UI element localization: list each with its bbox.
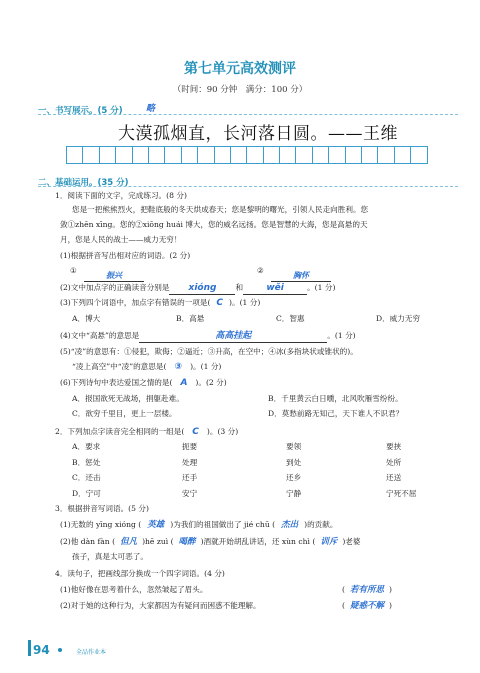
- q1-sub6-answer: A: [180, 378, 188, 388]
- q1-sub6-option-c: C．欲穷千里目，更上一层楼。: [72, 409, 177, 418]
- section-1-divider: [38, 114, 458, 115]
- q1-sub3: (3)下列四个词语中，加点字有错误的一项是( C )。(1 分): [60, 298, 261, 308]
- q2-option-word: 要挟: [386, 442, 402, 451]
- q3-answer-4: 喝醉: [178, 537, 196, 547]
- q3-answer-2: 杰出: [281, 520, 299, 530]
- q1-sub3-answer: C: [216, 298, 224, 308]
- page-number: 94: [33, 643, 50, 657]
- q1-sub6-option-a: A．报国欲死无战场，捐躯赴难。: [72, 394, 184, 403]
- q2-option-word: 到处: [286, 457, 302, 467]
- writing-grid-cell: [164, 146, 181, 164]
- q2-option-word: 还手: [182, 473, 198, 482]
- footer-dot: [58, 648, 62, 652]
- q2-options-table: [72, 441, 476, 503]
- poem-line: 大漠孤烟直，长河落日圆。——王维: [118, 124, 398, 144]
- writing-grid-cell: [66, 146, 83, 164]
- q4-answer-1-wrap: ( 若有所思 ): [342, 585, 392, 595]
- section-1-heading: 一、书写展示。(5 分): [38, 106, 123, 116]
- page-title: 第七单元高效测评: [184, 61, 296, 77]
- q1-sub1-marker-1: ①: [70, 266, 77, 275]
- q1-sub2-answer-1: xióng: [169, 283, 235, 295]
- q2-option-word: 还乡: [286, 473, 302, 482]
- q2-answer: C: [192, 427, 199, 437]
- q1-sub3-options: [72, 313, 420, 324]
- writing-grid-cell: [410, 146, 427, 164]
- q2-option-word: 宁静: [286, 488, 302, 498]
- time-score-subtitle: （时间：90 分钟 满分：100 分）: [172, 85, 308, 95]
- writing-grid-cell: [312, 146, 329, 164]
- writing-grid-cell: [115, 146, 132, 164]
- section-1-answer-mark: 略: [146, 104, 156, 114]
- section-2-divider: [38, 186, 458, 187]
- footer-label: 全品作业本: [76, 649, 107, 656]
- footer-accent-bar: [28, 640, 31, 656]
- writing-grid-cell: [394, 146, 411, 164]
- q4-stem: 4．读句子，把画线部分换成一个四字词语。(4 分): [55, 569, 225, 578]
- q1-sub3-option-b: B．高悬: [176, 314, 205, 323]
- writing-grid-cell: [377, 146, 394, 164]
- q2-option-word: 还送: [386, 473, 402, 482]
- q2-option-word: D．宁可: [72, 488, 101, 498]
- q1-stem: 1．阅读下面的文字，完成练习。(8 分): [55, 191, 187, 200]
- section-2-heading: 二、基础运用。(35 分): [38, 178, 129, 188]
- q2-option-row: [72, 457, 476, 468]
- writing-grid-cell: [82, 146, 99, 164]
- q2-option-word: A．要求: [72, 442, 101, 451]
- q2-option-row: [72, 472, 476, 483]
- q1-sub6-option-d: D．莫愁前路无知己，天下谁人不识君？: [268, 409, 404, 418]
- q4-sentence-1: (1)他好像在思考着什么，忽然皱起了眉头。: [60, 585, 208, 594]
- q2-option-word: C．还击: [72, 473, 101, 482]
- writing-grid-cell: [361, 146, 378, 164]
- q1-sub1-marker-2: ②: [257, 266, 264, 275]
- q1-sub5: (5)“凌”的意思有：①侵犯，欺侮；②逼近；③升高，在空中；④冰(多指块状或锥状的)。: [60, 347, 358, 356]
- q3-line-1: (1)无数的 yīng xióng ( 英雄 )为我们的祖国做出了 jié chū ( 杰出 )的贡献。: [60, 520, 338, 530]
- q1-sub1: (1)根据拼音写出相对应的词语。(2 分): [60, 251, 191, 260]
- q1-sub5-answer: ③: [174, 362, 183, 372]
- q2-option-word: B．惩处: [72, 457, 101, 467]
- q1-sub2-answer-2: wěi: [243, 283, 307, 295]
- q2-option-word: 处理: [182, 457, 198, 467]
- q1-sub4: (4)文中“高悬”的意思是 高高挂起 。(1 分): [60, 331, 356, 341]
- q2-option-word: 安宁: [182, 488, 198, 498]
- writing-grid-cell: [328, 146, 345, 164]
- q2-option-word: 处所: [386, 457, 402, 467]
- q1-sub1-answer-1: 振兴: [84, 263, 144, 282]
- q2-option-word: 扼要: [182, 442, 198, 451]
- q1-sub2: (2)文中加点字的正确读音分别是 xióng 和 wěi 。(1 分): [60, 283, 336, 293]
- q3-stem: 3．根据拼音写词语。(5 分): [55, 504, 149, 513]
- q3-line-2-cont: 孩子，真是太可恶了。: [72, 552, 148, 561]
- q2-option-row: [72, 441, 476, 452]
- writing-grid-cell: [345, 146, 362, 164]
- writing-grid-cell: [279, 146, 296, 164]
- q2-stem: 2．下列加点字读音完全相同的一组是( C )。(3 分): [55, 427, 239, 437]
- q4-answer-2-wrap: ( 疑惑不解 ): [342, 601, 392, 611]
- writing-grid-cell: [230, 146, 247, 164]
- q1-sub6: (6)下列诗句中表达爱国之情的是( A )。(2 分): [60, 378, 227, 388]
- writing-grid-cell: [148, 146, 165, 164]
- writing-grid-cell: [197, 146, 214, 164]
- q2-option-word: 宁死不屈: [386, 488, 417, 498]
- writing-grid-cell: [99, 146, 116, 164]
- q4-answer-1: 若有所思: [349, 585, 384, 595]
- q1-paragraph-line-2: 敛①zhēn xīng。您的②xiōng huái 博大，您的威名远扬。您是智慧的大海，您是高悬的天: [60, 220, 368, 229]
- q3-line-2: (2)他 dàn fàn ( 但凡 )hē zuì ( 喝醉 )酒就开始胡乱讲话，还 xùn chì ( 训斥 )老婆: [60, 537, 361, 547]
- q4-answer-2: 疑惑不解: [349, 601, 384, 611]
- writing-grid-cell: [263, 146, 280, 164]
- writing-grid: [66, 146, 427, 164]
- writing-grid-cell: [214, 146, 231, 164]
- writing-grid-cell: [295, 146, 312, 164]
- q3-answer-5: 训斥: [320, 537, 338, 547]
- q1-sub3-option-d: D．威力无穷: [376, 314, 421, 323]
- q1-paragraph-line-3: 月，您是人民的战士——威力无穷！: [60, 235, 182, 244]
- q3-answer-1: 英雄: [147, 520, 165, 530]
- q1-paragraph-line-1: 您是一把熊熊烈火，把鞋底般的冬天烘成春天；您是黎明的曙光，引领人民走向胜利。您: [72, 205, 369, 214]
- writing-grid-cell: [132, 146, 149, 164]
- q1-sub6-option-b: B．千里黄云白日曛，北风吹雁雪纷纷。: [268, 394, 403, 403]
- q2-option-word: 要领: [286, 442, 302, 451]
- q1-sub5-question: “凌上高空”中“凌”的意思是( ③ )。(1 分): [72, 362, 222, 372]
- q4-sentence-2: (2)对于她的这种行为，大家都因为有疑问而困惑不能理解。: [60, 601, 261, 610]
- writing-grid-cell: [181, 146, 198, 164]
- writing-grid-cell: [246, 146, 263, 164]
- q3-answer-3: 但凡: [120, 537, 138, 547]
- q1-sub3-option-c: C．智惠: [276, 314, 305, 323]
- q1-sub4-answer: 高高挂起: [139, 331, 327, 343]
- q1-sub3-option-a: A．博大: [72, 314, 101, 323]
- q2-option-row: [72, 488, 476, 499]
- q1-sub1-answer-2: 胸怀: [271, 263, 331, 282]
